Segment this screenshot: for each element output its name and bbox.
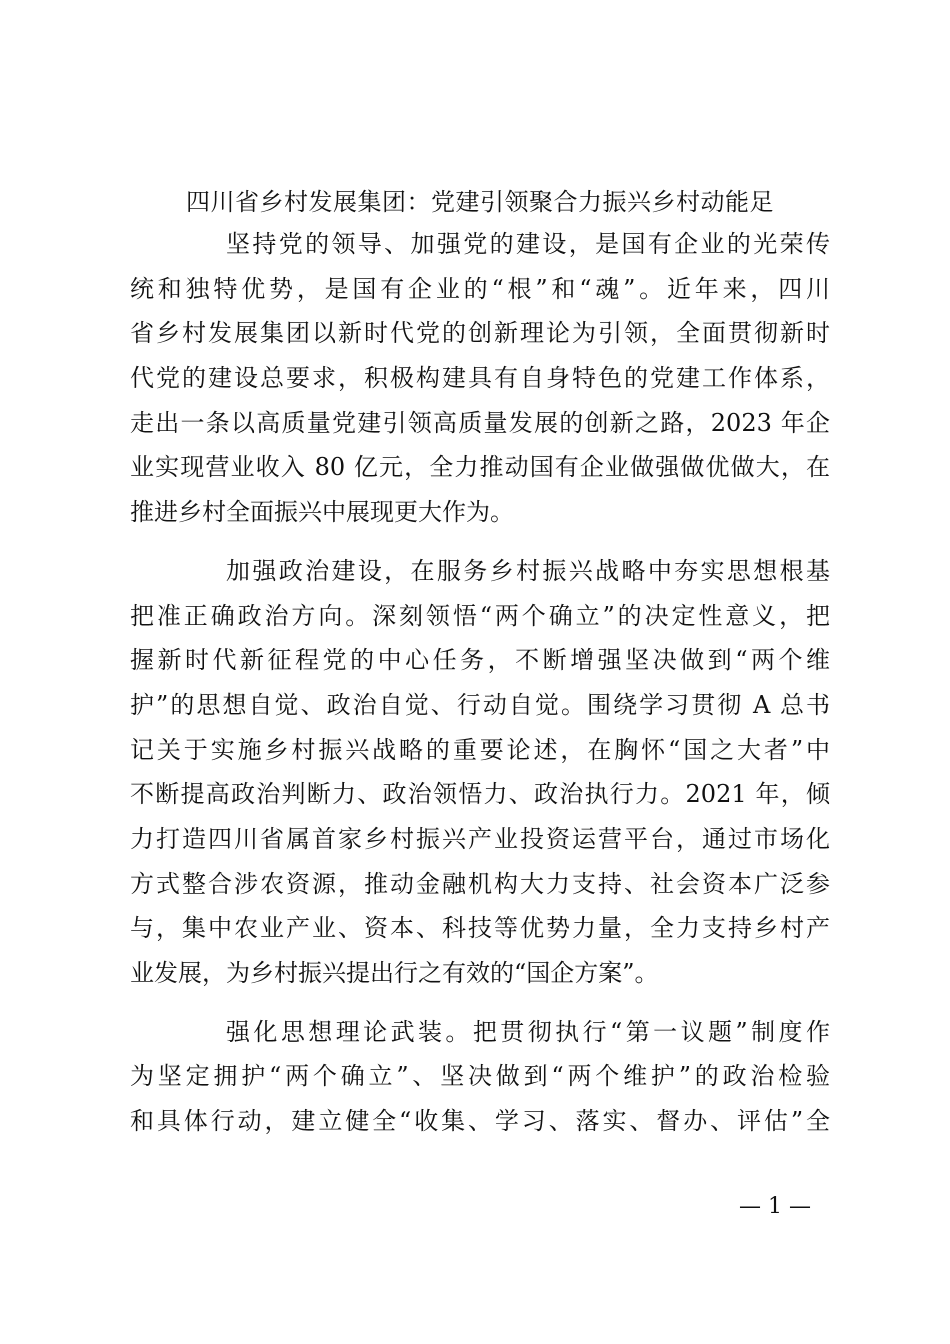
paragraph-line: 把准正确政治方向。深刻领悟“两个确立”的决定性意义，把 [130, 601, 830, 630]
paragraph-line: 和具体行动，建立健全“收集、学习、落实、督办、评估”全 [130, 1107, 830, 1136]
paragraph-line: 加强政治建设，在服务乡村振兴战略中夯实思想根基 [226, 556, 830, 585]
paragraph-line: 与，集中农业产业、资本、科技等优势力量，全力支持乡村产 [130, 914, 830, 943]
paragraph-2 [130, 549, 830, 996]
paragraph-line: 走出一条以高质量党建引领高质量发展的创新之路，2023 年企 [130, 408, 830, 437]
paragraph-line: 方式整合涉农资源，推动金融机构大力支持、社会资本广泛参 [130, 869, 830, 898]
paragraph-line: 强化思想理论武装。把贯彻执行“第一议题”制度作 [226, 1017, 830, 1046]
paragraph-1 [130, 222, 830, 535]
paragraph-line: 握新时代新征程党的中心任务，不断增强坚决做到“两个维 [130, 646, 830, 675]
paragraph-line: 记关于实施乡村振兴战略的重要论述，在胸怀“国之大者”中 [130, 735, 830, 764]
paragraph-line: 不断提高政治判断力、政治领悟力、政治执行力。2021 年，倾 [130, 780, 830, 809]
document-title: 四川省乡村发展集团：党建引领聚合力振兴乡村动能足 [186, 188, 774, 216]
page-number: — 1 — [739, 1194, 811, 1219]
paragraph-line: 护”的思想自觉、政治自觉、行动自觉。围绕学习贯彻 A 总书 [130, 690, 830, 719]
paragraph-3 [130, 1010, 830, 1144]
paragraph-line: 为坚定拥护“两个确立”、坚决做到“两个维护”的政治检验 [130, 1062, 830, 1091]
paragraph-line: 推进乡村全面振兴中展现更大作为。 [130, 498, 514, 527]
paragraph-line: 省乡村发展集团以新时代党的创新理论为引领，全面贯彻新时 [130, 319, 830, 348]
document-body [130, 222, 830, 1158]
paragraph-line: 力打造四川省属首家乡村振兴产业投资运营平台，通过市场化 [130, 824, 830, 853]
paragraph-line: 业实现营业收入 80 亿元，全力推动国有企业做强做优做大，在 [130, 453, 830, 482]
paragraph-line: 统和独特优势，是国有企业的“根”和“魂”。近年来，四川 [130, 274, 830, 303]
paragraph-line: 代党的建设总要求，积极构建具有自身特色的党建工作体系， [130, 364, 830, 393]
paragraph-line: 业发展，为乡村振兴提出行之有效的“国企方案”。 [130, 959, 659, 987]
paragraph-line: 坚持党的领导、加强党的建设，是国有企业的光荣传 [226, 230, 830, 258]
